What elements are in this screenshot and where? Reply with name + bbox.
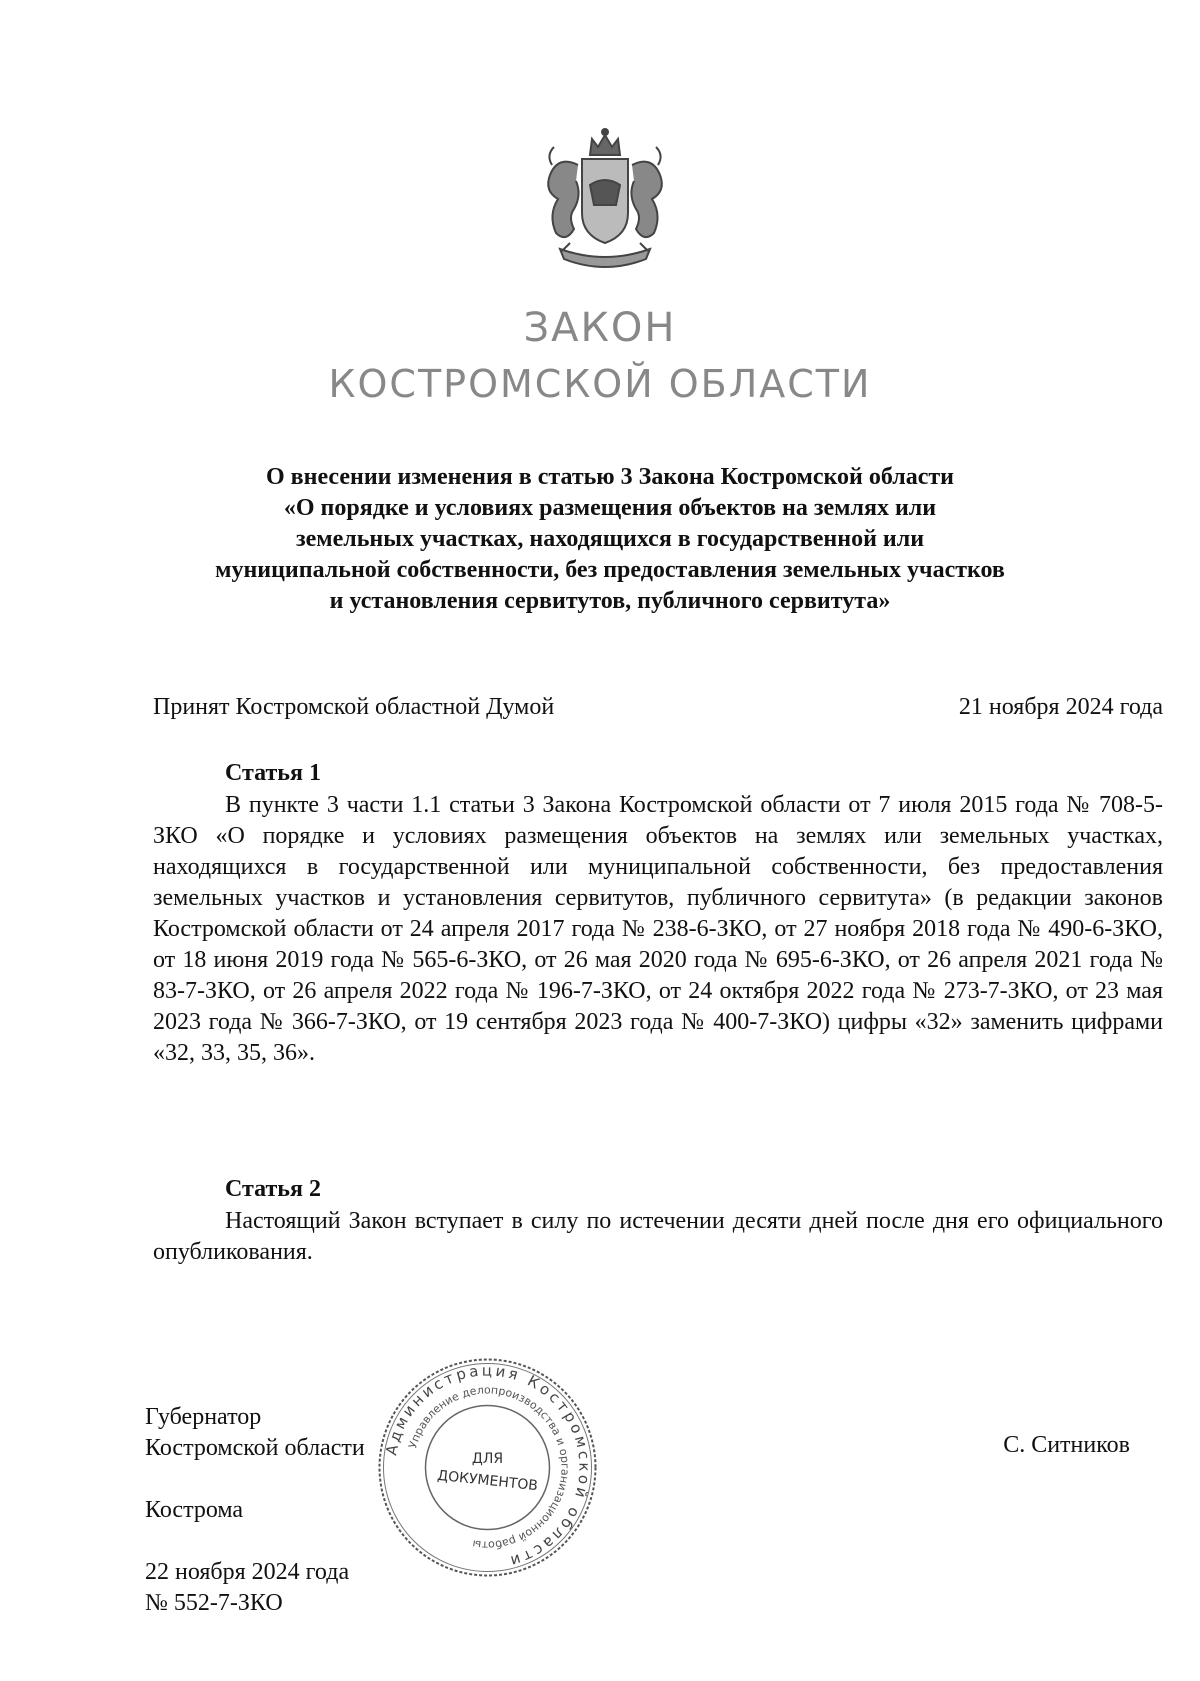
city: Кострома [145,1497,244,1523]
heading-line: О внесении изменения в статью 3 Закона Костромской области [266,464,954,490]
stamp-center-line1: ДЛЯ [471,1451,504,1467]
law-heading [150,462,1070,617]
coat-of-arms-icon [530,125,680,277]
position-line1: Губернатор [145,1404,262,1430]
stamp-center-line2: ДОКУМЕНТОВ [436,1467,539,1495]
position-line2: Костромской области [145,1435,365,1461]
article1-text: В пункте 3 части 1.1 статьи 3 Закона Костромской области от 7 июля 2015 года № 708-5-ЗКО «О порядке и условиях размещения объектов на землях или земельных участках, находящихся в государственной или муниципальной собственности, без предоставления земельных участков и установления сервитутов, публичного сервитута» (в редакции законов Костромской области от 24 апреля 2017 года № 238-6-ЗКО, от 27 ноября 2018 года № 490-6-ЗКО, от 18 июня 2019 года № 565-6-ЗКО, от 26 мая 2020 года № 695-6-ЗКО, от 26 апреля 2021 года № 83-7-ЗКО, от 26 апреля 2022 года № 196-7-ЗКО, от 24 октября 2022 года № 273-7-ЗКО, от 23 мая 2023 года № 366-7-ЗКО, от 19 сентября 2023 года № 400-7-ЗКО) цифры «32» заменить цифрами «32, 33, 35, 36». [153,792,1163,1066]
article2-title: Статья 2 [225,1176,321,1202]
adopted-date: 21 ноября 2024 года [958,694,1163,720]
law-title [0,300,1200,412]
stamp-inner-text: Управление делопроизводства и организационной работы [406,1383,572,1552]
governor-position [145,1402,365,1464]
heading-line: и установления сервитутов, публичного сервитута» [329,588,891,614]
governor-name: С. Ситников [1003,1432,1130,1458]
official-stamp [375,1355,600,1580]
signing-details [145,1557,349,1619]
heading-line: муниципальной собственности, без предоставления земельных участков [215,557,1005,583]
heading-line: «О порядке и условиях размещения объектов на землях или [283,495,937,521]
signing-date: 22 ноября 2024 года [145,1559,350,1585]
heading-line: земельных участках, находящихся в государственной или [295,526,925,552]
article2-text: Настоящий Закон вступает в силу по истечении десяти дней после дня его официального опубликования. [153,1208,1163,1265]
adopted-by: Принят Костромской областной Думой [153,694,555,720]
law-number: № 552-7-ЗКО [145,1590,283,1616]
stamp-outer-text: Администрация Костромской области [382,1361,594,1572]
law-title-line2: КОСТРОМСКОЙ ОБЛАСТИ [328,362,872,406]
article1-title: Статья 1 [225,760,321,786]
svg-text:Управление делопроизводства и [406,1383,571,1551]
law-title-line1: ЗАКОН [523,305,677,351]
